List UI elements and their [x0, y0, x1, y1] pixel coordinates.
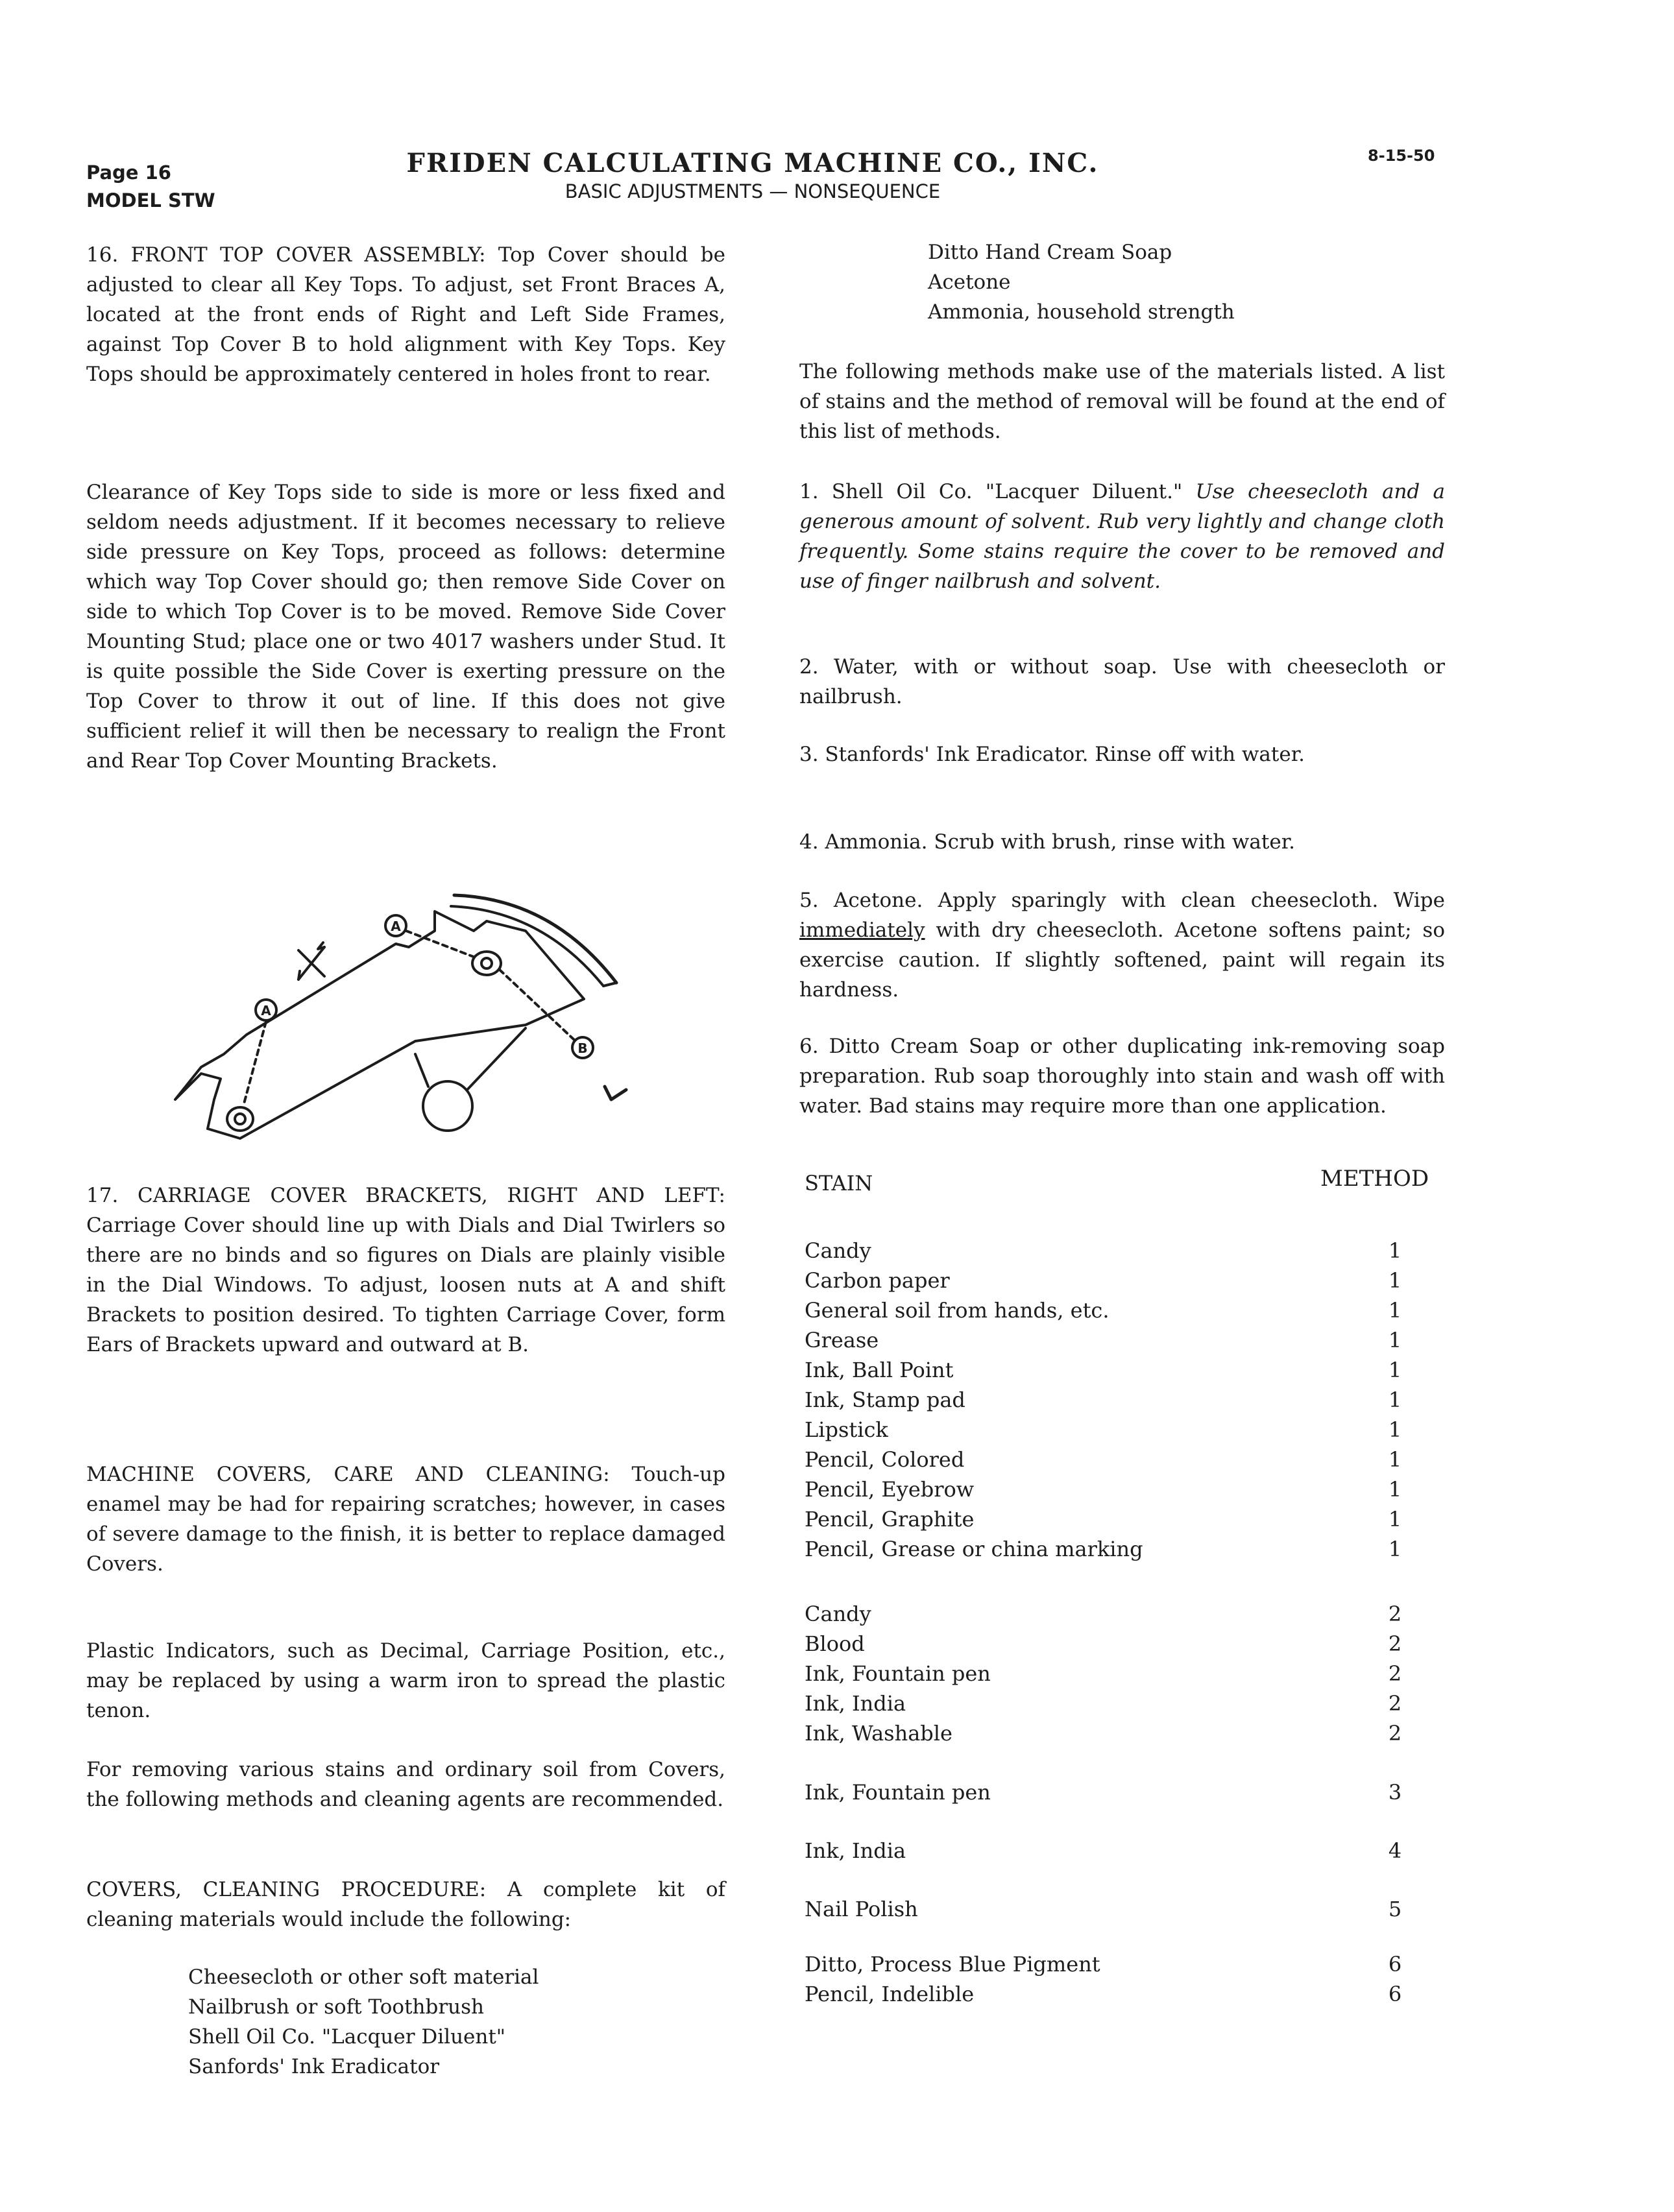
method-cell: 1	[1388, 1537, 1402, 1561]
document-title: FRIDEN CALCULATING MACHINE CO., INC.	[406, 148, 1099, 178]
stain-cell: Nail Polish	[805, 1897, 918, 1921]
stain-cell: General soil from hands, etc.	[805, 1298, 1110, 1323]
stain-cell: Carbon paper	[805, 1268, 950, 1293]
stain-cell: Pencil, Eyebrow	[805, 1477, 975, 1502]
method-cell: 4	[1388, 1838, 1402, 1863]
table-row	[805, 1415, 1466, 1445]
table-row	[805, 1385, 1466, 1415]
cleaning-kit-list	[188, 1962, 720, 2082]
stain-cell: Ditto, Process Blue Pigment	[805, 1952, 1100, 1977]
stain-cell: Pencil, Grease or china marking	[805, 1537, 1143, 1561]
method-cell: 2	[1388, 1661, 1402, 1686]
table-row	[805, 1355, 1466, 1385]
section-17-carriage-cover: 17. CARRIAGE COVER BRACKETS, RIGHT AND LEFT: Carriage Cover should line up with Dials and Dial Twirlers so there are no binds and so figures on Dials are plainly visible in the Dial Windows. To adjust, loosen nuts at A and shift Brackets to position desired. To tighten Carriage Cover, form Ears of Brackets upward and outward at B.	[86, 1184, 725, 1356]
table-row	[805, 1295, 1466, 1325]
method-cell: 1	[1388, 1507, 1402, 1532]
method-1-title: 1. Shell Oil Co. "Lacquer Diluent."	[799, 480, 1196, 503]
table-row	[805, 1534, 1466, 1564]
table-row	[805, 1445, 1466, 1474]
cleaning-procedure-paragraph: COVERS, CLEANING PROCEDURE: A complete kit of cleaning materials would include the following:	[86, 1878, 725, 1931]
method-6: 6. Ditto Cream Soap or other duplicating ink-removing soap preparation. Rub soap thoroughly into stain and wash off with water. Bad stains may require more than one application.	[799, 1035, 1445, 1118]
table-row	[805, 1266, 1466, 1295]
diagram-label-a-top: A	[391, 919, 401, 934]
method-5	[799, 885, 1445, 1005]
method-cell: 5	[1388, 1897, 1402, 1921]
table-row	[805, 1836, 1466, 1866]
method-cell: 6	[1388, 1982, 1402, 2006]
method-cell: 1	[1388, 1388, 1402, 1412]
list-item: Sanfords' Ink Eradicator	[188, 2055, 440, 2078]
list-item: Cheesecloth or other soft material	[188, 1966, 539, 1989]
document-date: 8-15-50	[1368, 147, 1435, 165]
table-row	[805, 1325, 1466, 1355]
top-cover-diagram	[162, 872, 655, 1145]
stain-cell: Blood	[805, 1631, 865, 1656]
cleaning-kit-list-continued	[928, 237, 1447, 327]
method-cell: 1	[1388, 1358, 1402, 1382]
method-cell: 1	[1388, 1298, 1402, 1323]
method-cell: 2	[1388, 1721, 1402, 1746]
table-row	[805, 1979, 1466, 2009]
table-row	[805, 1659, 1466, 1689]
diagram-label-a-left: A	[261, 1003, 271, 1018]
table-row	[805, 1599, 1466, 1629]
model-label: MODEL STW	[86, 189, 215, 211]
list-item: Ammonia, household strength	[928, 300, 1235, 324]
table-row	[805, 1689, 1466, 1718]
stain-cell: Lipstick	[805, 1417, 888, 1442]
method-column-header: METHOD	[1320, 1166, 1429, 1192]
list-item: Ditto Hand Cream Soap	[928, 241, 1172, 264]
table-row	[805, 1777, 1466, 1807]
diagram-label-b: B	[577, 1040, 588, 1056]
stain-cell: Grease	[805, 1328, 879, 1352]
method-1	[799, 477, 1445, 596]
stain-cell: Ink, Washable	[805, 1721, 952, 1746]
document-subtitle: BASIC ADJUSTMENTS — NONSEQUENCE	[564, 180, 941, 202]
method-cell: 2	[1388, 1631, 1402, 1656]
method-cell: 1	[1388, 1417, 1402, 1442]
method-5-text-cont: with dry cheesecloth. Acetone softens paint; so exercise caution. If slightly softened, paint will regain its hardness.	[799, 919, 1445, 1002]
stain-cell: Ink, India	[805, 1838, 906, 1863]
list-item: Acetone	[928, 270, 1011, 294]
method-1-text: Use cheesecloth and a generous amount of solvent. Rub very lightly and change cloth frequently. Some stains require the cover to be removed and use of finger nailbrush and solvent.	[799, 480, 1445, 593]
stain-cell: Ink, Fountain pen	[805, 1780, 991, 1805]
stain-cell: Candy	[805, 1602, 871, 1626]
method-cell: 2	[1388, 1602, 1402, 1626]
stain-cell: Ink, India	[805, 1691, 906, 1716]
list-item: Nailbrush or soft Toothbrush	[188, 1995, 485, 2019]
method-cell: 2	[1388, 1691, 1402, 1716]
table-row	[805, 1949, 1466, 1979]
method-4: 4. Ammonia. Scrub with brush, rinse with water.	[799, 830, 1295, 854]
table-row	[805, 1474, 1466, 1504]
stain-cell: Ink, Ball Point	[805, 1358, 954, 1382]
stain-cell: Pencil, Graphite	[805, 1507, 975, 1532]
table-row	[805, 1718, 1466, 1748]
methods-intro-paragraph: The following methods make use of the materials listed. A list of stains and the method of removal will be found at the end of this list of methods.	[799, 360, 1445, 443]
table-row	[805, 1894, 1466, 1924]
stain-method-table	[805, 1166, 1453, 2021]
method-2: 2. Water, with or without soap. Use with cheesecloth or nailbrush.	[799, 655, 1445, 708]
stain-cell: Pencil, Indelible	[805, 1982, 975, 2006]
method-5-text: 5. Acetone. Apply sparingly with clean cheesecloth. Wipe	[799, 889, 1445, 912]
removing-stains-paragraph: For removing various stains and ordinary soil from Covers, the following methods and cleaning agents are recommended.	[86, 1758, 725, 1811]
table-row	[805, 1504, 1466, 1534]
stain-column-header: STAIN	[805, 1171, 873, 1196]
method-cell: 1	[1388, 1238, 1402, 1263]
method-3: 3. Stanfords' Ink Eradicator. Rinse off with water.	[799, 743, 1305, 766]
method-cell: 1	[1388, 1328, 1402, 1352]
stain-cell: Ink, Fountain pen	[805, 1661, 991, 1686]
method-5-emphasis: immediately	[799, 919, 925, 942]
machine-covers-paragraph: MACHINE COVERS, CARE AND CLEANING: Touch-up enamel may be had for repairing scratches; however, in cases of severe damage to the finish, it is better to replace damaged Covers.	[86, 1463, 725, 1576]
table-row	[805, 1236, 1466, 1266]
method-cell: 3	[1388, 1780, 1402, 1805]
method-cell: 1	[1388, 1447, 1402, 1472]
page-number: Page 16	[86, 162, 171, 184]
stain-cell: Candy	[805, 1238, 871, 1263]
stain-cell: Ink, Stamp pad	[805, 1388, 965, 1412]
method-cell: 1	[1388, 1477, 1402, 1502]
clearance-paragraph: Clearance of Key Tops side to side is more or less fixed and seldom needs adjustment. If it becomes necessary to relieve side pressure on Key Tops, proceed as follows: determine which way Top Cover should go; then remove Side Cover on side to which Top Cover is to be moved. Remove Side Cover Mounting Stud; place one or two 4017 washers under Stud. It is quite possible the Side Cover is exerting pressure on the Top Cover to throw it out of line. If this does not give sufficient relief it will then be necessary to realign the Front and Rear Top Cover Mounting Brackets.	[86, 481, 725, 773]
method-cell: 1	[1388, 1268, 1402, 1293]
method-cell: 6	[1388, 1952, 1402, 1977]
table-row	[805, 1629, 1466, 1659]
section-16-front-top-cover: 16. FRONT TOP COVER ASSEMBLY: Top Cover should be adjusted to clear all Key Tops. To adjust, set Front Braces A, located at the front ends of Right and Left Side Frames, against Top Cover B to hold alignment with Key Tops. Key Tops should be approximately centered in holes front to rear.	[86, 243, 725, 386]
stain-cell: Pencil, Colored	[805, 1447, 965, 1472]
plastic-indicators-paragraph: Plastic Indicators, such as Decimal, Carriage Position, etc., may be replaced by using a warm iron to spread the plastic tenon.	[86, 1639, 725, 1722]
list-item: Shell Oil Co. "Lacquer Diluent"	[188, 2025, 506, 2049]
